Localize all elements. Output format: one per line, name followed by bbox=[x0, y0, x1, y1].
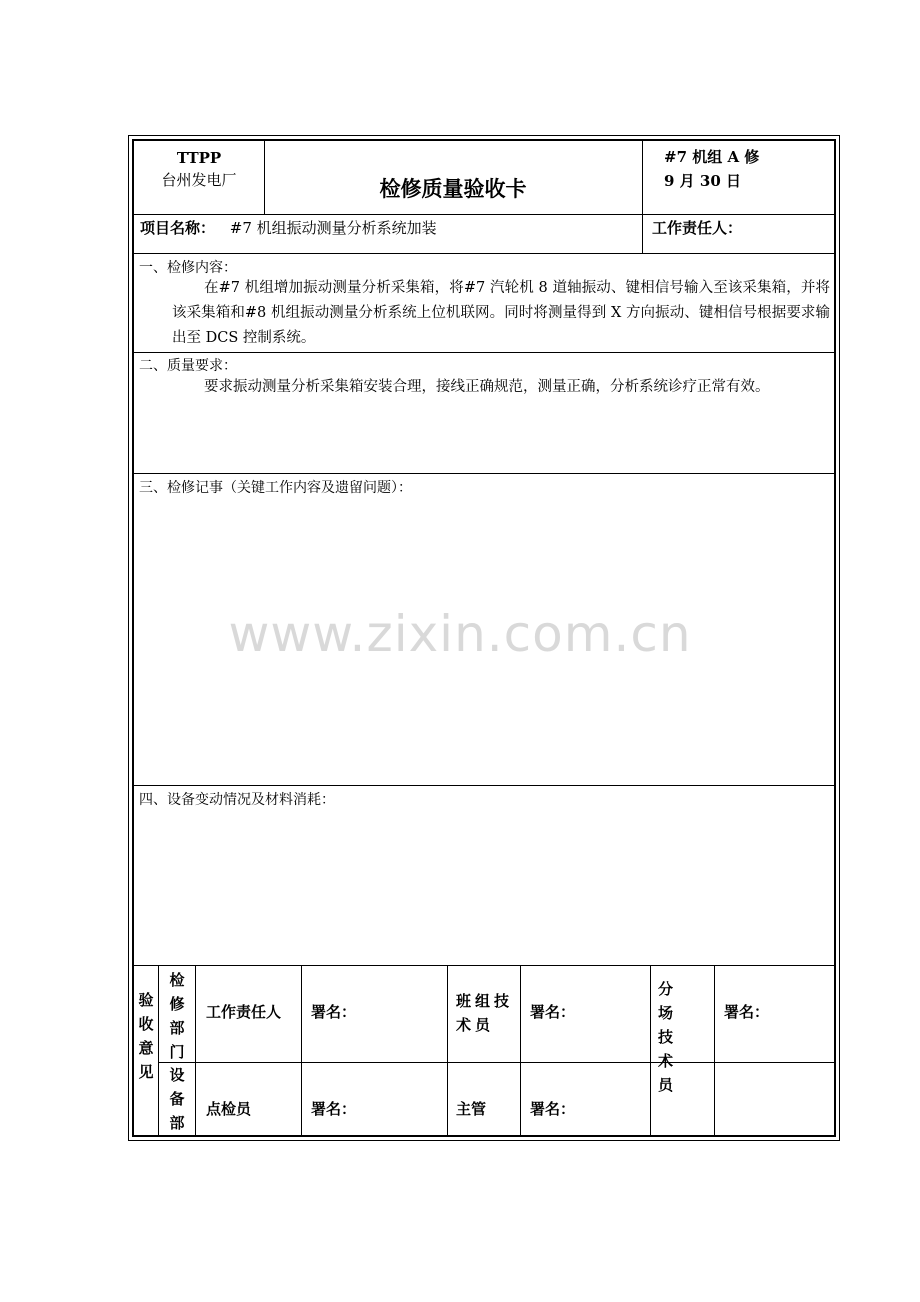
acceptance-col-rule bbox=[447, 965, 448, 1135]
acceptance-label: 验收意见 bbox=[138, 991, 154, 1081]
watermark: www.zixin.com.cn bbox=[228, 605, 692, 663]
project-value: #7 机组振动测量分析系统加装 bbox=[229, 219, 437, 237]
role-supervisor: 主管 bbox=[456, 1100, 487, 1118]
signature-field: 署名： bbox=[311, 1100, 357, 1118]
acceptance-col-rule bbox=[301, 965, 302, 1135]
responsible-label: 工作责任人： bbox=[652, 219, 743, 237]
acceptance-col-rule bbox=[158, 965, 159, 1135]
role-inspector: 点检员 bbox=[206, 1100, 252, 1118]
role-work-responsible: 工作责任人 bbox=[206, 1003, 282, 1021]
date-label: 9 月 30 日 bbox=[664, 172, 741, 190]
org-code: TTPP bbox=[176, 149, 222, 167]
header-divider-right bbox=[642, 141, 643, 253]
card-frame bbox=[132, 139, 836, 1137]
signature-field: 署名： bbox=[724, 1003, 770, 1021]
acceptance-row-rule bbox=[158, 1062, 834, 1063]
section-record-heading: 三、检修记事（关键工作内容及遗留问题）： bbox=[139, 480, 412, 496]
org-name: 台州发电厂 bbox=[161, 171, 237, 189]
unit-block bbox=[664, 145, 759, 193]
section2-bottom-rule bbox=[134, 473, 834, 474]
project-bottom-rule bbox=[134, 253, 834, 254]
org-block bbox=[134, 147, 264, 191]
signature-field: 署名： bbox=[530, 1100, 576, 1118]
signature-field: 署名： bbox=[311, 1003, 357, 1021]
section4-bottom-rule bbox=[134, 965, 834, 966]
section-quality-heading: 二、质量要求： bbox=[139, 358, 237, 374]
project-label: 项目名称： bbox=[140, 219, 216, 237]
project-row bbox=[140, 216, 437, 240]
header-bottom-rule bbox=[134, 214, 834, 215]
role-team-technician: 班组技术员 bbox=[456, 992, 514, 1034]
section-changes-heading: 四、设备变动情况及材料消耗： bbox=[139, 792, 335, 808]
dept-maintenance: 检修部门 bbox=[169, 971, 185, 1061]
acceptance-col-rule bbox=[714, 965, 715, 1135]
acceptance-col-rule bbox=[520, 965, 521, 1135]
signature-field: 署名： bbox=[530, 1003, 576, 1021]
acceptance-col-rule bbox=[195, 965, 196, 1135]
section-quality-text: 要求振动测量分析采集箱安装合理，接线正确规范，测量正确，分析系统诊疗正常有效。 bbox=[204, 379, 770, 395]
acceptance-card bbox=[128, 135, 840, 1141]
section-content-text: 在#7 机组增加振动测量分析采集箱，将#7 汽轮机 8 道轴振动、键相信号输入至该采集箱，并将该采集箱和#8 机组振动测量分析系统上位机联网。同时将测量得到 X 方向振动、键相信号根据要求输出至 DCS 控制系统。 bbox=[172, 280, 830, 346]
page-title: 检修质量验收卡 bbox=[379, 176, 527, 201]
acceptance-col-rule bbox=[650, 965, 651, 1135]
role-branch-technician: 分场技术员 bbox=[658, 980, 691, 1094]
section-content-heading: 一、检修内容： bbox=[139, 260, 237, 276]
section1-bottom-rule bbox=[134, 352, 834, 353]
unit-label: #7 机组 A 修 bbox=[664, 148, 760, 166]
dept-equipment: 设备部 bbox=[169, 1066, 185, 1132]
section3-bottom-rule bbox=[134, 785, 834, 786]
